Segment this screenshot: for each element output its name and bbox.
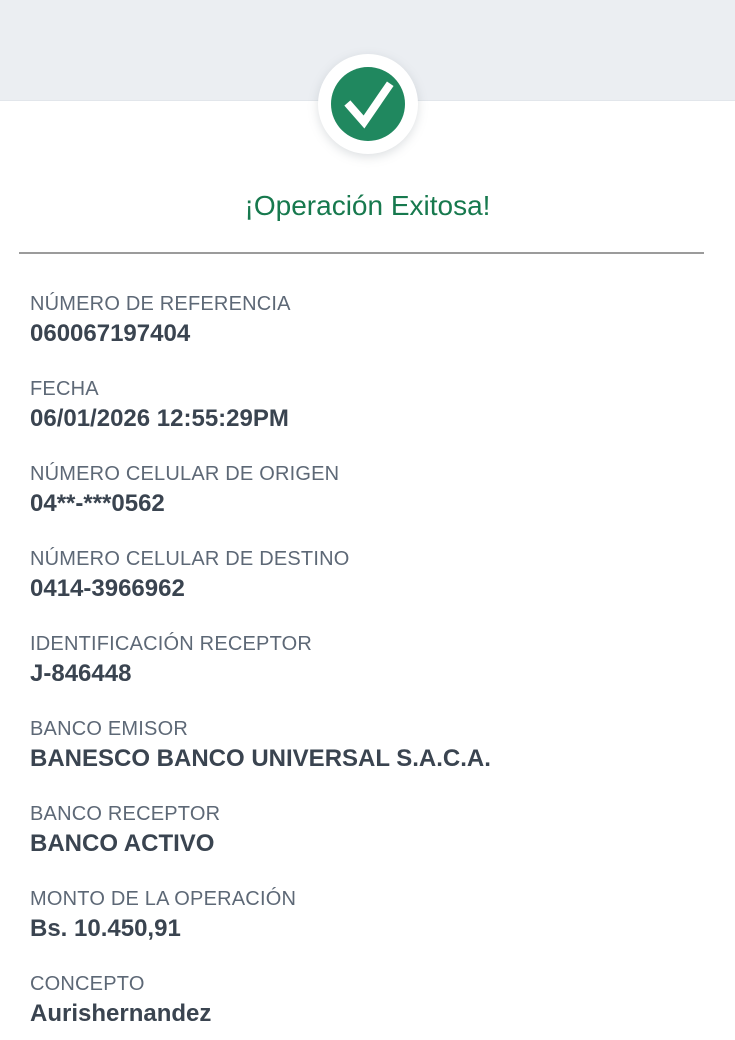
field-label: BANCO RECEPTOR <box>30 803 221 825</box>
field-label: NÚMERO CELULAR DE ORIGEN <box>30 463 340 485</box>
field-label: NÚMERO CELULAR DE DESTINO <box>30 548 350 570</box>
field-value: Bs. 10.450,91 <box>30 915 181 942</box>
field-value: 06/01/2026 12:55:29PM <box>30 405 289 432</box>
field-label: NÚMERO DE REFERENCIA <box>30 293 291 315</box>
field-value: BANESCO BANCO UNIVERSAL S.A.C.A. <box>30 745 491 772</box>
field-value: J-846448 <box>30 660 132 687</box>
field-value: 04**-***0562 <box>30 490 165 517</box>
page-title: ¡Operación Exitosa! <box>244 190 491 221</box>
field-value: 060067197404 <box>30 320 191 347</box>
field-concept <box>30 971 705 1031</box>
field-label: BANCO EMISOR <box>30 718 188 740</box>
field-reference-number <box>30 291 705 351</box>
field-label: MONTO DE LA OPERACIÓN <box>30 888 297 910</box>
success-badge <box>318 54 418 154</box>
field-destination-phone <box>30 546 705 606</box>
field-receiving-bank <box>30 801 705 861</box>
receipt-fields <box>30 291 705 1031</box>
field-label: FECHA <box>30 378 99 400</box>
divider <box>19 252 704 254</box>
field-value: 0414-3966962 <box>30 575 185 602</box>
field-receiver-id <box>30 631 705 691</box>
field-amount <box>30 886 705 946</box>
field-value: BANCO ACTIVO <box>30 830 215 857</box>
field-label: IDENTIFICACIÓN RECEPTOR <box>30 633 313 655</box>
field-value: Aurishernandez <box>30 1000 212 1027</box>
field-date <box>30 376 705 436</box>
checkmark-icon <box>331 67 405 141</box>
field-label: CONCEPTO <box>30 973 145 995</box>
check-circle-icon <box>331 67 405 141</box>
field-issuing-bank <box>30 716 705 776</box>
header-band <box>0 0 735 101</box>
field-origin-phone <box>30 461 705 521</box>
